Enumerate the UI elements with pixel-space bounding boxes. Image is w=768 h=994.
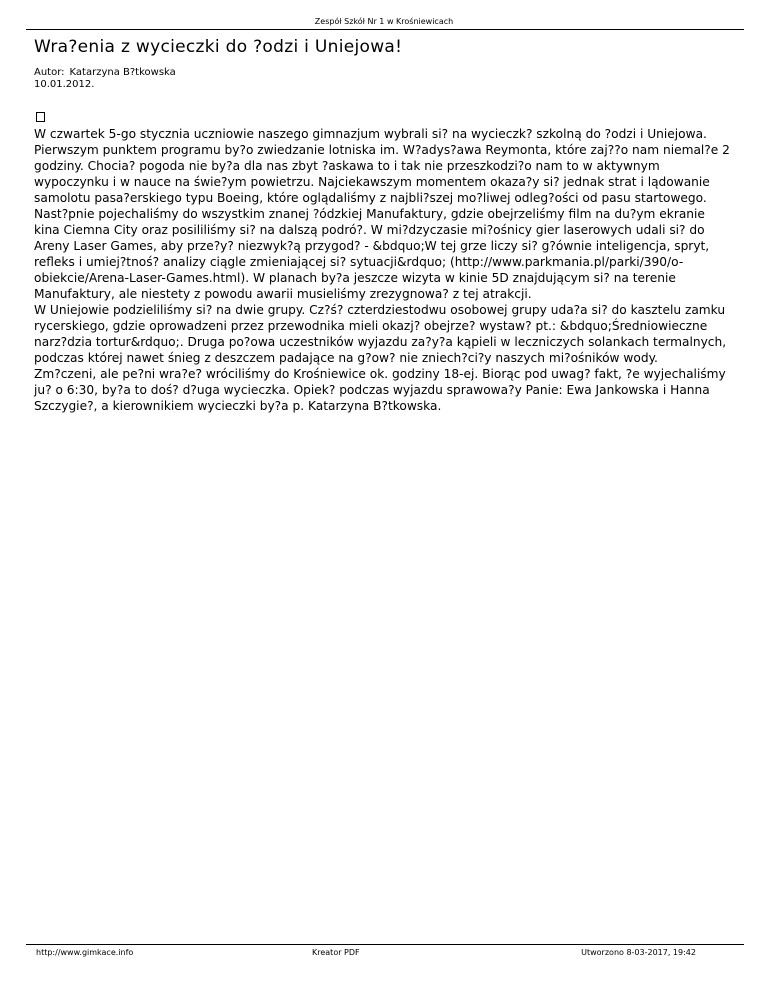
paragraph-3: W Uniejowie podzieliliśmy si? na dwie grupy. Cz?ś? czterdziestodwu osobowej grupy uda?a si? do kasztelu zamku rycerskiego, gdzie oprowadzeni przez przewodnika mieli okazj? obejrze? wystaw? pt.: &bdquo;Średniowieczne narz?dzia tortur&rdquo;. Druga po?owa uczestników wyjazdu za?y?a kąpieli w leczniczych solankach termalnych, podczas której nawet śnieg z deszczem padające na g?ow? nie zniech?ci?y naszych mi?ośników wody.: [34, 303, 727, 365]
missing-glyph-icon: [34, 110, 734, 126]
author-line: [34, 67, 176, 79]
article-meta: [34, 67, 176, 91]
footer-url: http://www.gimkace.info: [36, 948, 134, 957]
paragraph-4: Zm?czeni, ale pe?ni wra?e? wróciliśmy do Krośniewice ok. godziny 18-ej. Biorąc pod uwag? fakt, ?e wyjechaliśmy ju? o 6:30, by?a to doś? d?uga wycieczka. Opiek? podczas wyjazdu sprawowa?y Panie: Ewa Jankowska i Hanna Szczygie?, a kierownikiem wycieczki by?a p. Katarzyna B?tkowska.: [34, 367, 726, 413]
author-label: Autor:: [34, 67, 65, 78]
footer-created: Utworzono 8-03-2017, 19:42: [581, 948, 696, 957]
paragraph-1: W czwartek 5-go stycznia uczniowie naszego gimnazjum wybrali si? na wycieczk? szkolną do ?odzi i Uniejowa. Pierwszym punktem programu by?o zwiedzanie lotniska im. W?adys?awa Reymonta, które zaj??o nam niemal?e 2 godziny. Chocia? pogoda nie by?a dla nas zbyt ?askawa to i tak nie przeszkodzi?o nam to w aktywnym wypoczynku i w nauce na świe?ym powietrzu. Najciekawszym momentem okaza?y si? jednak strat i lądowanie samolotu pasa?erskiego typu Boeing, które oglądaliśmy z najbli?szej mo?liwej odleg?ości od pasu startowego.: [34, 127, 730, 205]
page-header: Zespół Szkół Nr 1 w Krośniewicach: [314, 17, 454, 26]
article-body: [34, 110, 734, 414]
publish-date: 10.01.2012.: [34, 79, 95, 90]
footer-divider: [26, 944, 744, 945]
header-divider: [26, 29, 744, 30]
paragraph-2: Nast?pnie pojechaliśmy do wszystkim znanej ?ódzkiej Manufaktury, gdzie obejrzeliśmy film na du?ym ekranie kina Ciemna City oraz posililiśmy si? na dalszą podró?. W mi?dzyczasie mi?ośnicy gier laserowych udali si? do Areny Laser Games, aby prze?y? niezwyk?ą przygod? - &bdquo;W tej grze liczy si? g?ównie inteligencja, spryt, refleks i umiej?tnoś? analizy ciągle zmieniającej si? sytuacji&rdquo; (http://www.parkmania.pl/parki/390/o-obiekcie/Arena-Laser-Games.html). W planach by?a jeszcze wizyta w kinie 5D znajdującym si? na terenie Manufaktury, ale niestety z powodu awarii musieliśmy zrezygnowa? z tej atrakcji.: [34, 207, 710, 301]
footer-generator: Kreator PDF: [312, 948, 360, 957]
author-name: Katarzyna B?tkowska: [69, 67, 176, 78]
article-title: Wra?enia z wycieczki do ?odzi i Uniejowa!: [34, 37, 403, 57]
